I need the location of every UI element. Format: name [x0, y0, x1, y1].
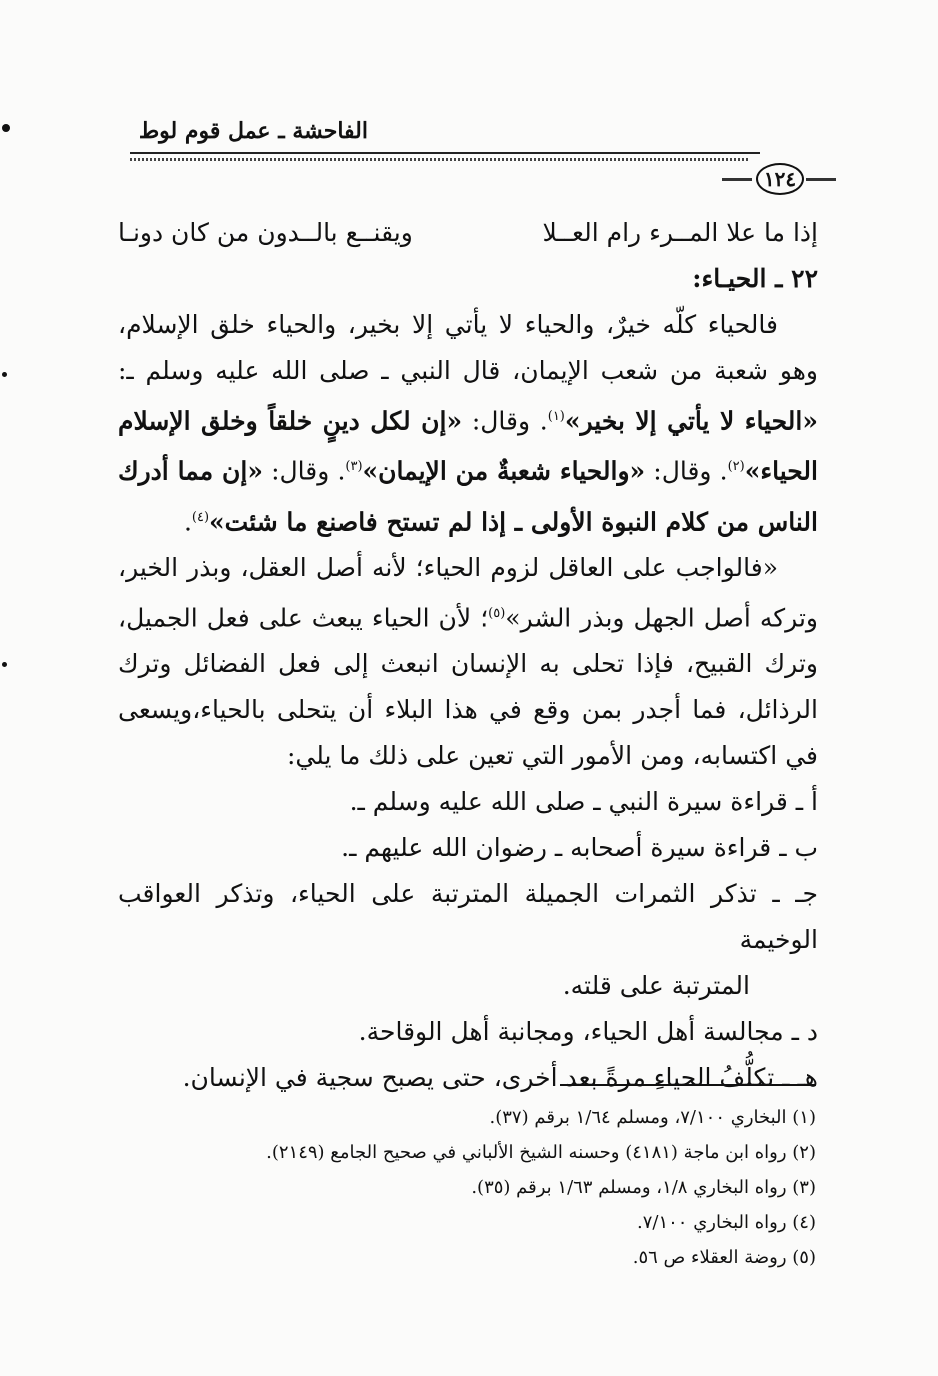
footnote: (٢) رواه ابن ماجة (٤١٨١) وحسنه الشيخ الألباني في صحيح الجامع (٢١٤٩).: [266, 1142, 816, 1163]
verse-second-hemistich: ويقنــع بالــدون من كان دونـا: [118, 218, 413, 247]
running-header-title: الفاحشة ـ عمل قوم لوط: [138, 118, 368, 144]
left-margin-mark: [2, 372, 7, 377]
footnote-ref: (١): [547, 409, 565, 424]
footnote-ref: (٥): [488, 605, 506, 621]
footnote-separator: [560, 1084, 816, 1086]
list-item: جـ ـ تذكر الثمرات الجميلة المترتبة على الحياء، وتذكر العواقب الوخيمة: [118, 879, 818, 955]
left-margin-mark: [2, 124, 10, 132]
paragraph-2: [118, 545, 818, 779]
header-rule: [130, 152, 760, 154]
page-number: ١٢٤: [756, 163, 804, 195]
paragraph-text: . وقال:: [645, 456, 728, 486]
paragraph-text: «فالواجب على العاقل لزوم الحياء؛ لأنه أصل العقل، وبذر الخير، وتركه أصل الجهل وبذر الشر»: [118, 552, 818, 633]
footnote: (٥) روضة العقلاء ص ٥٦.: [632, 1247, 816, 1268]
paragraph-1: [118, 302, 818, 545]
footnote-ref: (٣): [345, 459, 363, 475]
main-text: [118, 210, 818, 1101]
hadith-quote: «الحياء لا يأتي إلا بخير»: [564, 406, 818, 436]
left-margin-mark: [2, 662, 7, 667]
hadith-quote: «إن مما أدرك الناس من كلام النبوة الأولى ـ إذا لم تستح فاصنع ما شئت»: [118, 456, 818, 536]
list-item: هـ ـ تكلُّفُ الحياءِ مرةً بعد أخرى، حتى يصبح سجية في الإنسان.: [182, 1063, 818, 1093]
paragraph-text: .: [183, 506, 192, 536]
verse-first-hemistich: إذا ما علا المــرء رام العــلا: [542, 218, 818, 247]
list-item: د ـ مجالسة أهل الحياء، ومجانبة أهل الوقاحة.: [358, 1017, 818, 1047]
header-ornament-dash: [806, 178, 836, 181]
footnotes: [200, 1100, 816, 1275]
footnote-ref: (٤): [191, 509, 210, 525]
header-dotted-rule: [130, 158, 750, 161]
list-item: ب ـ قراءة سيرة أصحابه ـ رضوان الله عليهم ـ.: [341, 833, 818, 863]
hadith-quote: «إن لكل دينٍ خلقاً وخلق الإسلام الحياء»: [118, 406, 818, 486]
poetry-verse: [118, 210, 818, 256]
paragraph-text: . وقال:: [262, 456, 346, 486]
paragraph-text: . وقال:: [462, 406, 548, 436]
paragraph-text: ؛ لأن الحياء يبعث على فعل الجميل، وترك القبيح، فإذا تحلى به الإنسان انبعث إلى فعل الفضائل وترك الرذائل، فما أجدر بمن وقع في هذا البلاء أن يتحلى بالحياء،ويسعى في اكتسابه، ومن الأمور التي تعين على ذلك ما يلي:: [118, 603, 818, 771]
paragraph-text: فالحياء كلّه خيرٌ، والحياء لا يأتي إلا بخير، والحياء خلق الإسلام،: [118, 310, 778, 339]
footnote: (٣) رواه البخاري ١/٨، ومسلم ١/٦٣ برقم (٣٥).: [471, 1177, 816, 1198]
footnote-ref: (٢): [727, 459, 745, 475]
list-item-continuation: المترتبة على قلته.: [562, 971, 750, 1001]
list-item: أ ـ قراءة سيرة النبي ـ صلى الله عليه وسلم ـ.: [349, 787, 818, 817]
header-ornament-dash: [722, 178, 752, 181]
hadith-quote: «والحياء شعبةٌ من الإيمان»: [362, 456, 646, 486]
footnote: (٤) رواه البخاري ٧/١٠٠.: [637, 1212, 816, 1233]
paragraph-text: وهو شعبة من شعب الإيمان، قال النبي ـ صلى الله عليه وسلم ـ:: [118, 356, 818, 385]
footnote: (١) البخاري ٧/١٠٠، ومسلم ١/٦٤ برقم (٣٧).: [489, 1107, 816, 1128]
section-heading: ٢٢ ـ الحيـاء:: [692, 264, 818, 293]
